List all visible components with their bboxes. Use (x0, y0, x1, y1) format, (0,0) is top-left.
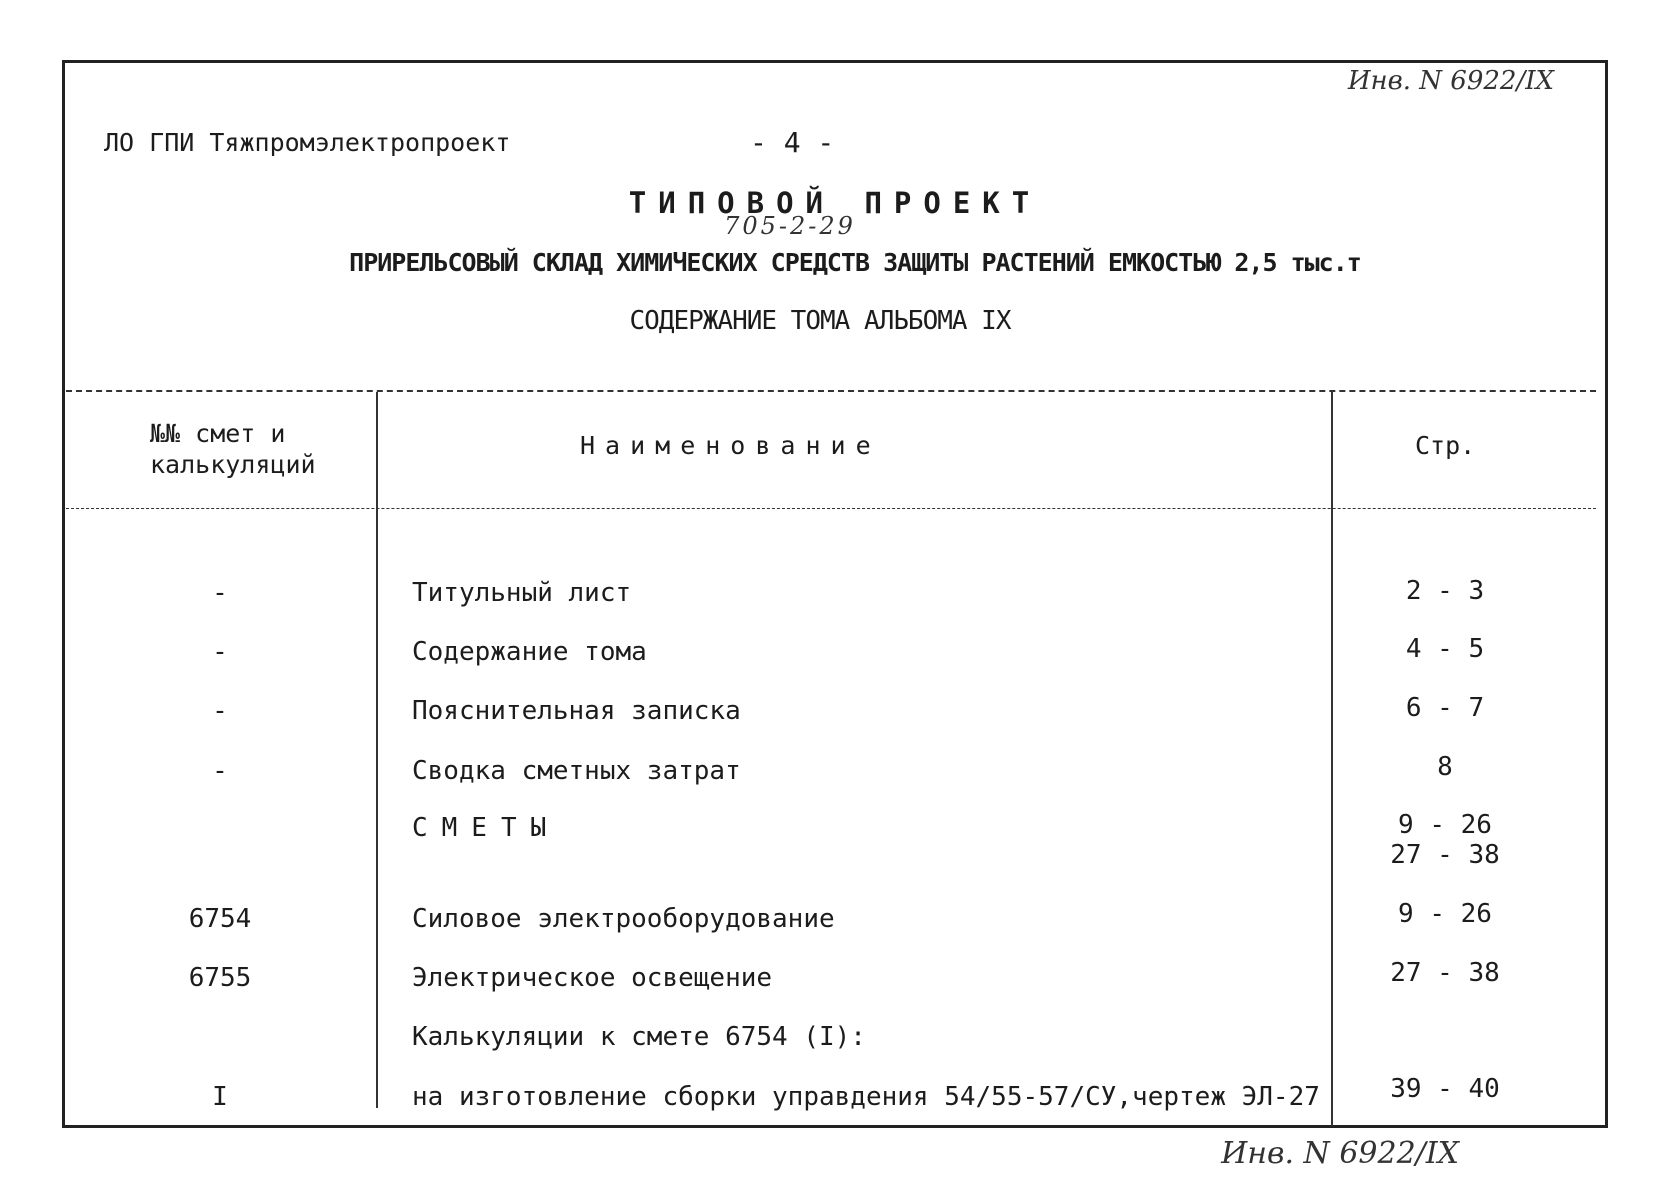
row-pages: 9 - 26 (1398, 810, 1492, 840)
row-number: 6754 (188, 904, 252, 934)
row-name: Силовое электрооборудование (412, 904, 835, 934)
row-name: на изготовление сборки управдения 54/55-57/СУ,чертеж ЭЛ-27 (412, 1082, 1320, 1112)
row-number: - (212, 578, 228, 608)
header-name: Наименование (580, 431, 881, 460)
header-number (150, 418, 316, 480)
row-name: Титульный лист (412, 578, 632, 608)
table-top-rule (66, 390, 1596, 392)
row-pages: 6 - 7 (1405, 693, 1485, 723)
row-pages: 39 - 40 (1390, 1074, 1500, 1104)
header-number-line2: калькуляций (150, 450, 316, 479)
row-name: СМЕТЫ (412, 813, 561, 843)
project-number: 705-2-29 (724, 212, 856, 240)
header-bottom-rule (66, 508, 1596, 509)
row-pages-continued: 27 - 38 (1390, 840, 1500, 870)
inventory-number-top: Инв. N 6922/IX (1347, 66, 1554, 96)
row-number: 6755 (188, 963, 252, 993)
header-number-line1: №№ смет и (150, 419, 286, 448)
project-title: ПРИРЕЛЬСОВЫЙ СКЛАД ХИМИЧЕСКИХ СРЕДСТВ ЗАЩИТЫ РАСТЕНИЙ ЕМКОСТЬЮ 2,5 тыс.т (349, 248, 1361, 277)
row-pages: 9 - 26 (1398, 899, 1492, 929)
page-number: - 4 - (750, 126, 835, 159)
row-pages: 8 (1437, 752, 1453, 782)
row-number: - (212, 637, 228, 667)
row-name: Электрическое освещение (412, 963, 773, 993)
row-pages: 2 - 3 (1405, 576, 1485, 606)
row-name: Содержание тома (412, 637, 647, 667)
row-name: Калькуляции к смете 6754 (I): (412, 1022, 866, 1052)
row-pages: 4 - 5 (1405, 634, 1485, 664)
header-page: Стр. (1415, 431, 1476, 460)
row-name: Пояснительная записка (412, 696, 741, 726)
organization-name: ЛО ГПИ Тяжпромэлектропроект (104, 128, 511, 157)
document-type: ТИПОВОЙ ПРОЕКТ (628, 186, 1042, 220)
row-pages: 27 - 38 (1390, 958, 1500, 988)
column-divider-1 (376, 392, 378, 1108)
contents-title: СОДЕРЖАНИЕ ТОМА АЛЬБОМА IX (629, 306, 1011, 336)
row-number: - (212, 756, 228, 786)
row-number: - (212, 696, 228, 726)
row-name: Сводка сметных затрат (412, 756, 741, 786)
inventory-number-bottom: Инв. N 6922/IX (1221, 1136, 1459, 1171)
row-number: I (212, 1082, 228, 1112)
